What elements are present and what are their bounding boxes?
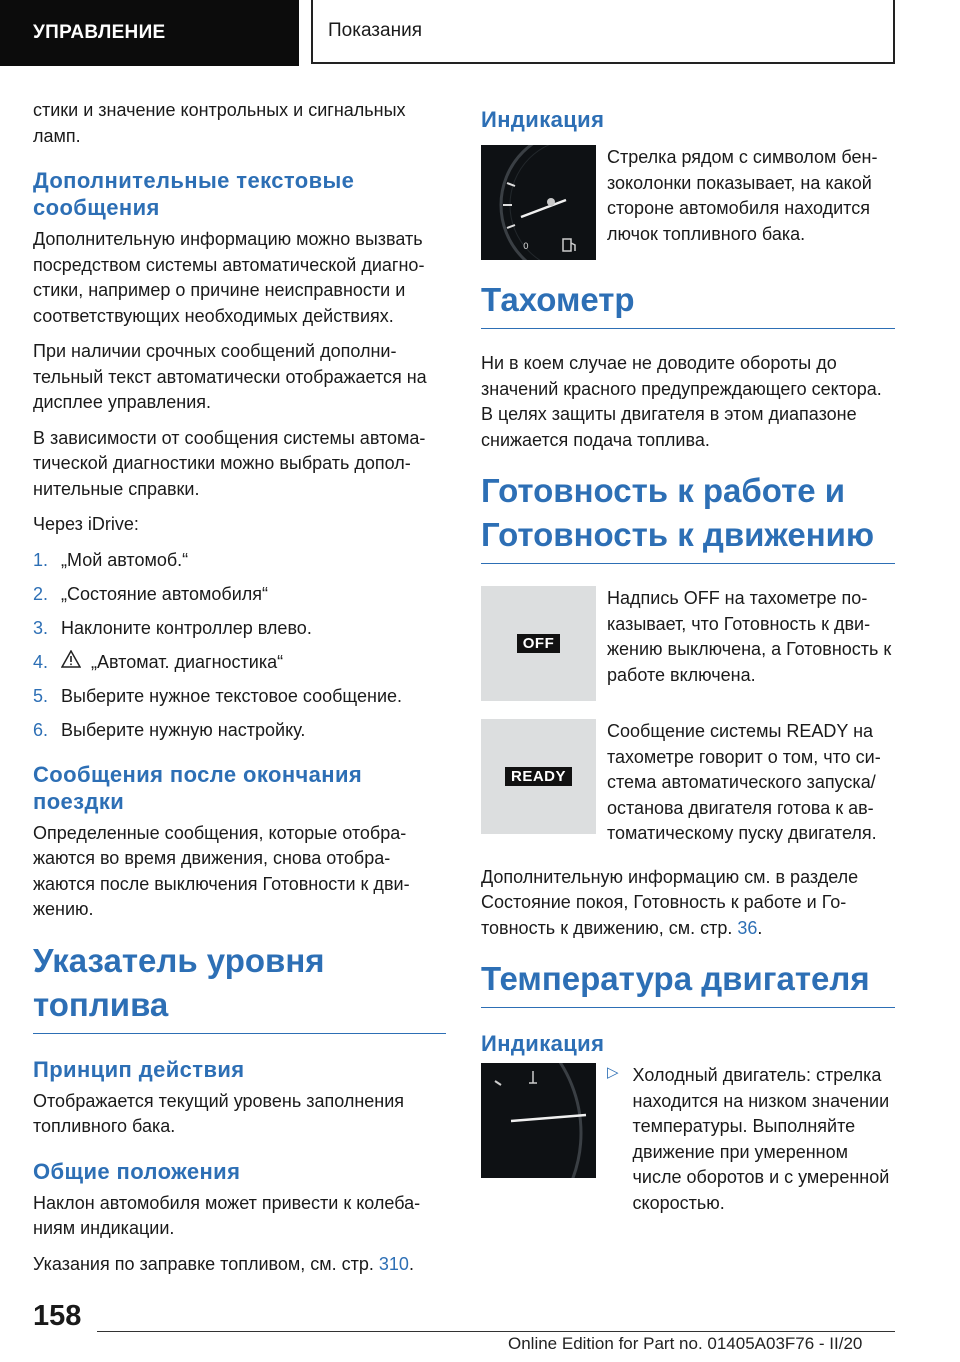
fuel-figure-row xyxy=(481,145,895,260)
temp-gauge-image xyxy=(481,1063,596,1178)
paragraph: Наклон автомобиля может привести к колебаниям индикации. xyxy=(33,1192,421,1238)
step-number: 6. xyxy=(33,719,49,740)
chapter-title: Показания xyxy=(311,0,895,64)
cold-engine-description: Холодный двигатель: стрелка находится на низком значении температуры. Выполняйте движение при умеренном числе оборотов и с умеренной скоростью. xyxy=(632,1065,890,1213)
step-text: „Автомат. диагностика“ xyxy=(91,651,284,672)
step-text: Выберите нужную настройку. xyxy=(61,719,306,740)
paragraph: Через iDrive: xyxy=(33,514,139,534)
ready-figure-row xyxy=(481,719,895,847)
step-text: Выберите нужное текстовое сообщение. xyxy=(61,685,403,706)
paragraph: Дополнительную информацию можно вызвать посредством системы автоматической диагностики, например о причине неисправности и соответствующих необходимых действиях. xyxy=(33,229,425,326)
intro-paragraph: стики и значение контрольных и сигнальных ламп. xyxy=(33,100,406,146)
footer-divider xyxy=(97,1331,895,1332)
paragraph: При наличии срочных сообщений дополнительный текст автоматически отображается на дисплее управления. xyxy=(33,341,427,412)
page-link-310[interactable]: 310 xyxy=(378,1253,409,1274)
svg-text:0: 0 xyxy=(523,242,529,252)
off-badge: OFF xyxy=(517,634,561,653)
step-number: 4. xyxy=(33,651,49,672)
paragraph: В зависимости от сообщения системы автоматической диагностики можно выбрать дополнительные справки. xyxy=(33,427,426,499)
step-number: 3. xyxy=(33,617,49,638)
page-link-36[interactable]: 36 xyxy=(737,917,758,938)
cold-engine-item xyxy=(607,1063,895,1216)
list-item xyxy=(33,650,446,675)
page-number: 158 xyxy=(33,1300,82,1332)
step-number: 2. xyxy=(33,583,49,604)
ready-description: Сообщение системы READY на тахометре говорит о том, что система автоматического запуска/останова двигателя готова к автоматическому пуску двигателя. xyxy=(607,721,881,843)
more-end: . xyxy=(757,917,763,938)
triangle-bullet-icon: ▷ xyxy=(607,1064,619,1081)
off-figure-row xyxy=(481,586,895,701)
paragraph-refuel-reference xyxy=(33,1252,446,1278)
list-item xyxy=(33,616,446,641)
list-item xyxy=(33,684,446,709)
step-number: 1. xyxy=(33,549,49,570)
heading-tachometer: Тахометр xyxy=(481,278,895,329)
paragraph: Отображается текущий уровень заполнения топливного бака. xyxy=(33,1090,405,1136)
heading-display: Индикация xyxy=(481,107,605,132)
paragraph-more-info xyxy=(481,865,895,942)
list-item xyxy=(33,582,446,607)
list-item xyxy=(33,718,446,743)
paragraph: Ни в коем случае не доводите обороты до значений красного предупреждающего сектора. В целях защиты двигателя в этом диапазоне снижается подача топлива. xyxy=(481,353,882,450)
ready-indicator-image xyxy=(481,719,596,834)
off-indicator-image xyxy=(481,586,596,701)
step-text: Наклоните контроллер влево. xyxy=(61,617,312,638)
heading-readiness: Готовность к работе и Готовность к движению xyxy=(481,469,895,564)
paragraph: Определенные сообщения, которые отображаются во время движения, снова отображаются после выключения Готовности к движению. xyxy=(33,822,410,919)
right-column xyxy=(481,98,895,1234)
fuel-indicator-description: Стрелка рядом с символом бензоколонки показывает, на какой стороне автомобиля находится лючок топливного бака. xyxy=(607,147,878,244)
heading-engine-temp: Температура двигателя xyxy=(481,957,895,1008)
warning-triangle-icon xyxy=(61,650,83,675)
step-text: „Мой автомоб.“ xyxy=(61,549,189,570)
off-description: Надпись OFF на тахометре показывает, что Готовность к движению выключена, а Готовность к работе включена. xyxy=(607,588,892,685)
heading-principle: Принцип действия xyxy=(33,1056,245,1082)
heading-display-2: Индикация xyxy=(481,1031,605,1056)
ready-badge: READY xyxy=(505,767,572,786)
heading-text-messages: Дополнительные текстовые сообщения xyxy=(33,168,355,220)
fuel-gauge-image xyxy=(481,145,596,260)
more-text: Дополнительную информацию см. в разделе Состояние покоя, Готовность к работе и Готовность к движению, см. стр. xyxy=(481,866,859,938)
step-text: „Состояние автомобиля“ xyxy=(61,583,269,604)
temp-figure-row xyxy=(481,1063,895,1216)
ref-end: . xyxy=(408,1253,414,1274)
heading-fuel-gauge: Указатель уровня топлива xyxy=(33,939,446,1034)
list-item xyxy=(33,548,446,573)
ref-text: Указания по заправке топливом, см. стр. xyxy=(33,1253,379,1274)
section-tab: УПРАВЛЕНИЕ xyxy=(0,0,299,66)
edition-text: Online Edition for Part no. 01405A03F76 - II/20 xyxy=(508,1334,863,1353)
left-column xyxy=(33,98,446,1287)
heading-after-trip: Сообщения после окончания поездки xyxy=(33,761,363,814)
step-number: 5. xyxy=(33,685,49,706)
heading-general: Общие положения xyxy=(33,1158,241,1184)
idrive-steps-list xyxy=(33,548,446,743)
